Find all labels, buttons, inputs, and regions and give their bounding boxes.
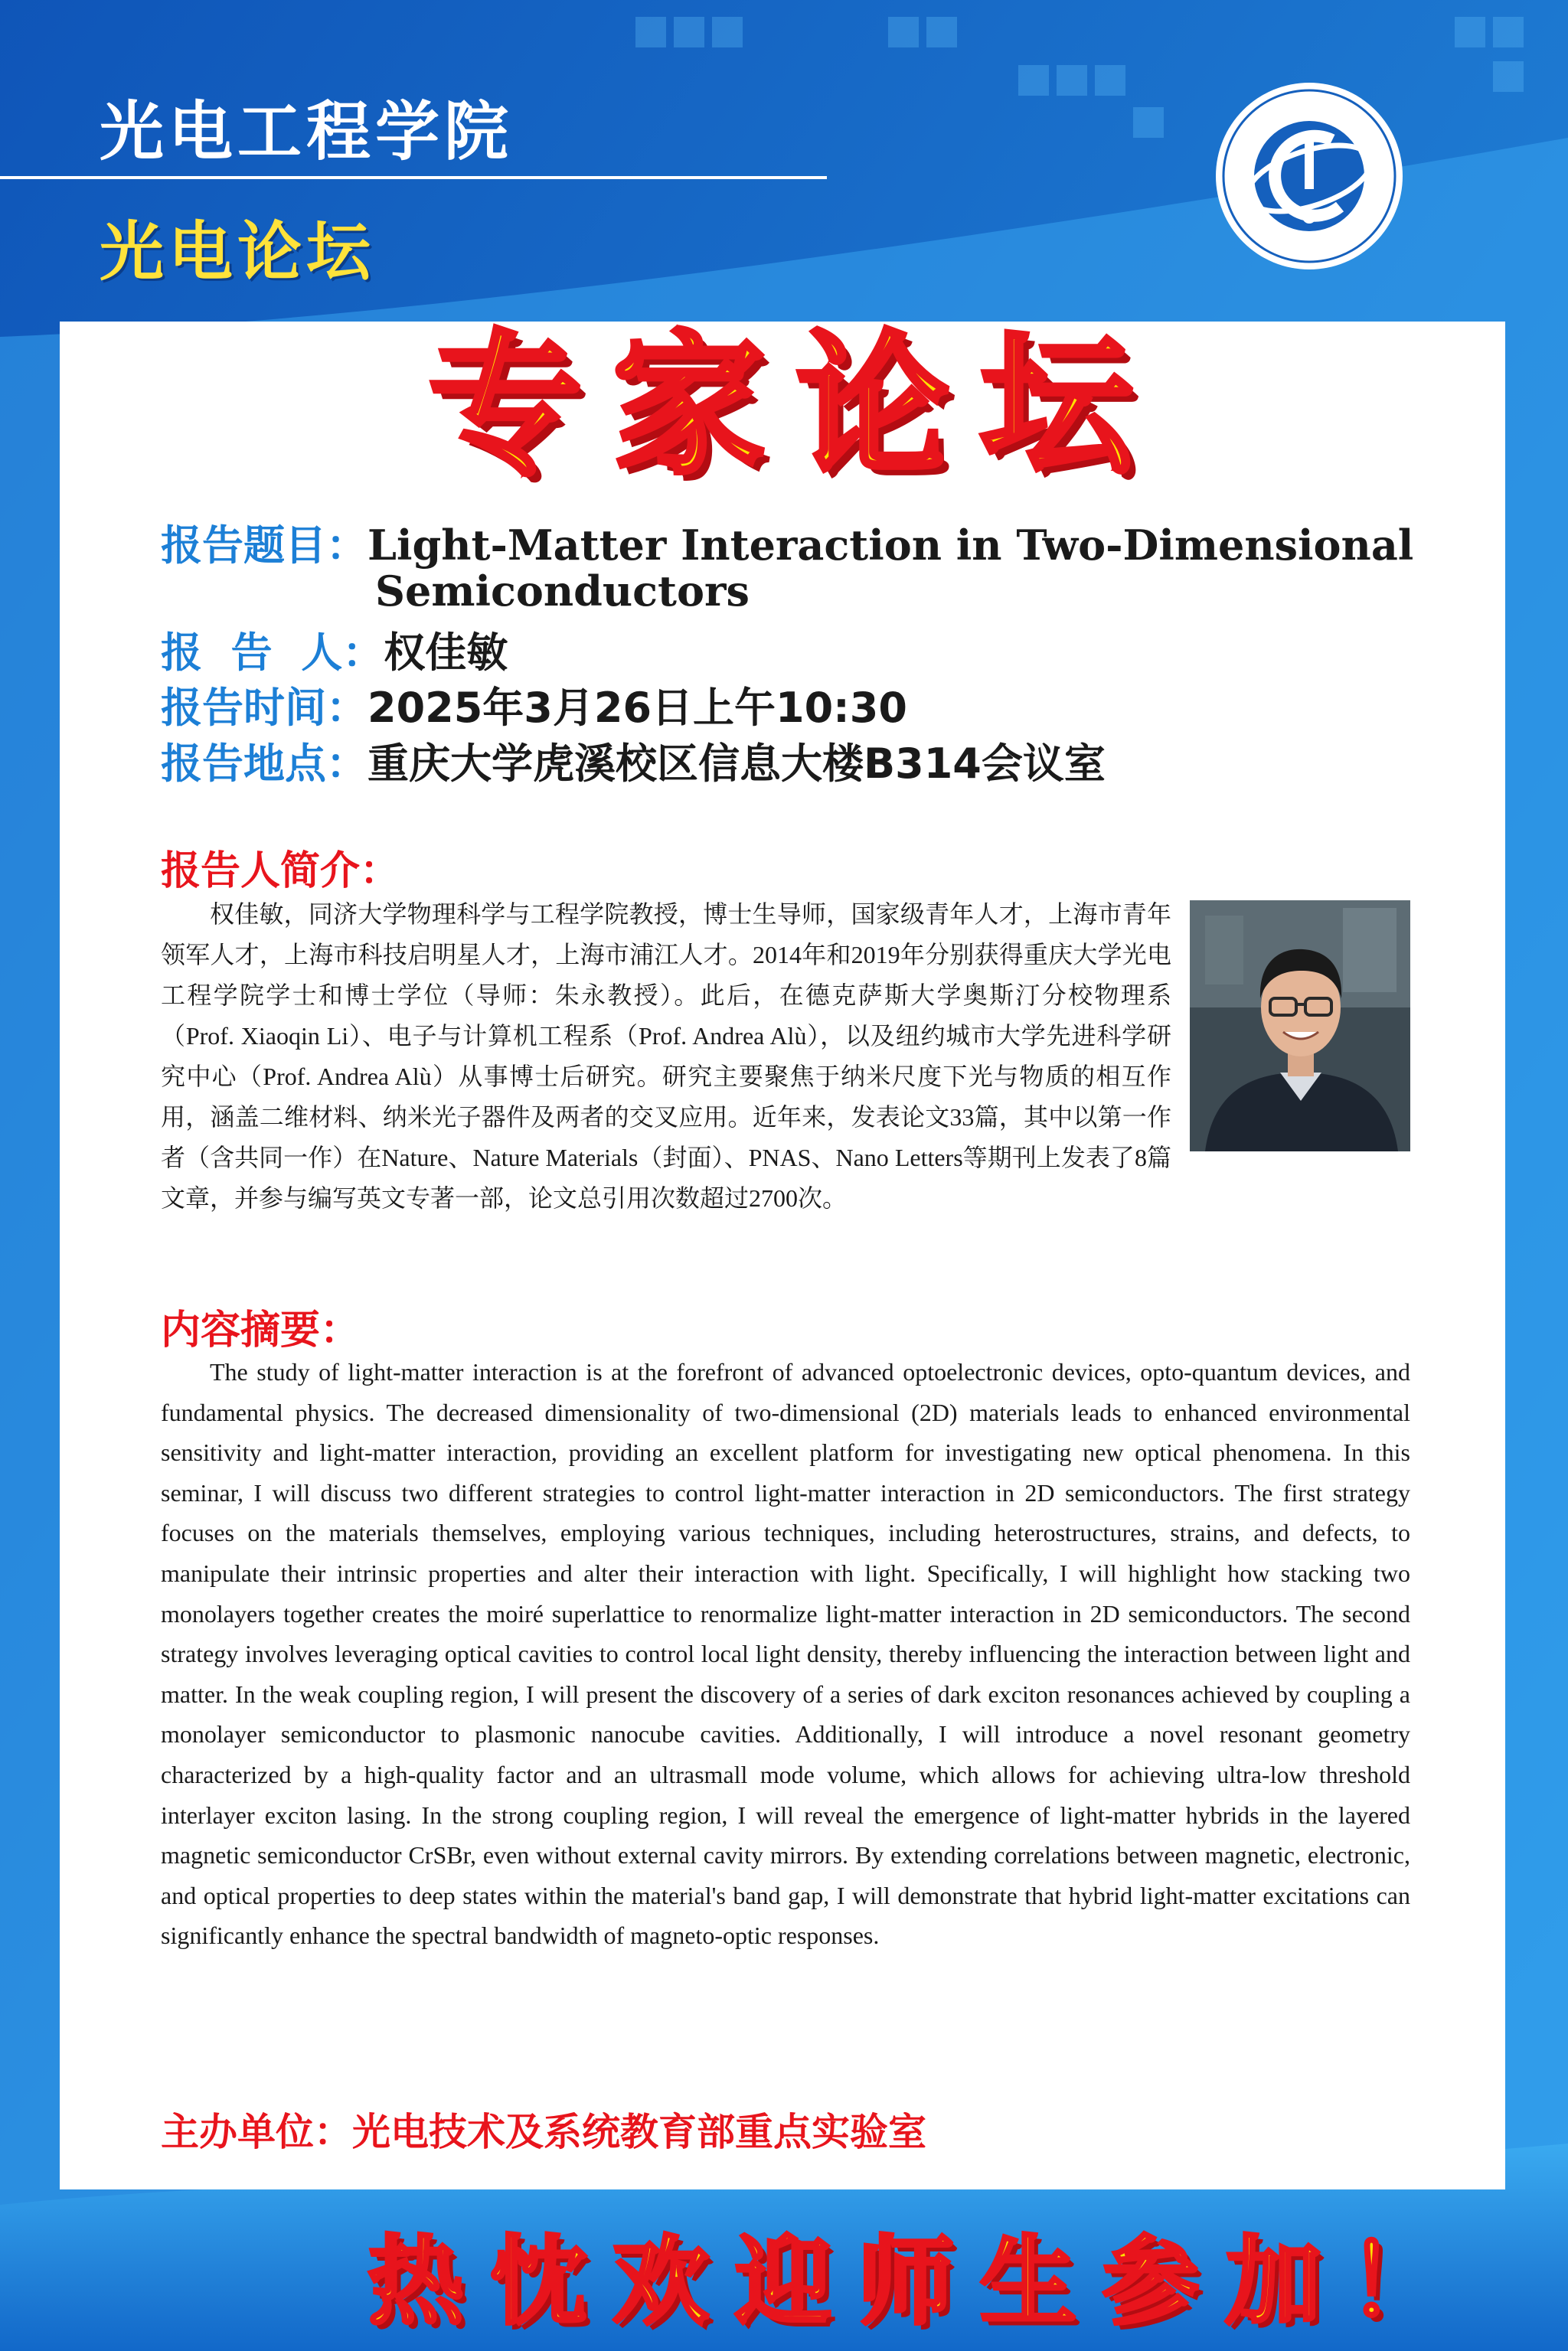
abstract-heading: 内容摘要：	[161, 1308, 361, 1353]
speaker-label: 报 告 人：	[161, 629, 384, 677]
college-logo	[1214, 80, 1405, 272]
report-title-row	[161, 513, 1413, 572]
report-place: 重庆大学虎溪校区信息大楼B314会议室	[368, 740, 1106, 788]
report-title-label: 报告题目：	[161, 521, 368, 570]
organizer-row	[161, 2101, 926, 2157]
abstract-text: The study of light-matter interaction is at the forefront of advanced optoelectronic devices, opto-quantum devices, and fundamental physics. The decreased dimensionality of two-dimensional (2D) materials leads to enhanced environmental sensitivity and light-matter interaction, providing an excellent platform for investigating new optical phenomena. In this seminar, I will discuss two different strategies to control light-matter interaction in 2D semiconductors. The first strategy focuses on the materials themselves, employing various techniques, including heterostructures, strains, and defects, to manipulate their intrinsic properties and alter their interaction with light. Specifically, I will highlight how stacking two monolayers together creates the moiré superlattice to renormalize light-matter interaction in 2D semiconductors. The second strategy involves leveraging optical cavities to control local light density, thereby influencing the interaction between light and matter. In the weak coupling region, I will present the discovery of a series of dark exciton resonances achieved by coupling a monolayer semiconductor to plasmonic nanocube cavities. Additionally, I will introduce a novel resonant geometry characterized by a high-quality factor and an ultrasmall mode volume, which allows for achieving ultra-low threshold interlayer exciton lasing. In the strong coupling region, I will reveal the emergence of light-matter hybrids in the layered magnetic semiconductor CrSBr, even without external cavity mirrors. By extending correlations between magnetic, electronic, and optical properties to deep states within the material's band gap, I will demonstrate that hybrid light-matter excitations can significantly enhance the spectral bandwidth of magneto-optic responses.	[161, 1358, 1410, 1950]
speaker-row	[161, 620, 508, 679]
report-title-line1: Light-Matter Interaction in Two-Dimensional	[368, 521, 1414, 570]
organizer-label: 主办单位：	[161, 2110, 352, 2154]
time-label: 报告时间：	[161, 684, 368, 732]
college-name: 光电工程学院	[100, 94, 514, 169]
header-divider	[0, 176, 827, 179]
speaker-photo	[1190, 900, 1410, 1151]
report-time: 2025年3月26日上午10:30	[368, 684, 907, 732]
main-title: 专家论坛	[429, 315, 1165, 495]
report-title-continued	[375, 567, 750, 616]
bio-heading: 报告人简介：	[161, 848, 400, 894]
bio-text: 权佳敏，同济大学物理科学与工程学院教授，博士生导师，国家级青年人才，上海市青年领军人才，上海市科技启明星人才，上海市浦江人才。2014年和2019年分别获得重庆大学光电工程学院学士和博士学位（导师：朱永教授）。此后，在德克萨斯大学奥斯汀分校物理系（Prof. Xiaoqin Li）、电子与计算机工程系（Prof. Andrea Alù），以及纽约城市大学先进科学研究中心（Prof. Andrea Alù）从事博士后研究。研究主要聚焦于纳米尺度下光与物质的相互作用，涵盖二维材料、纳米光子器件及两者的交叉应用。近年来，发表论文33篇，其中以第一作者（含共同一作）在Nature、Nature Materials（封面）、PNAS、Nano Letters等期刊上发表了8篇文章，并参与编写英文专著一部，论文总引用次数超过2700次。	[161, 900, 1171, 1212]
forum-label: 光电论坛	[100, 214, 376, 289]
speaker-name: 权佳敏	[384, 629, 508, 677]
bio-section	[161, 894, 1410, 1219]
organizer-name: 光电技术及系统教育部重点实验室	[352, 2110, 926, 2154]
report-title-line2: Semiconductors	[375, 567, 750, 616]
welcome-banner: 热忱欢迎师生参加！	[368, 2225, 1470, 2338]
time-row	[161, 675, 907, 734]
place-label: 报告地点：	[161, 740, 368, 788]
place-row	[161, 731, 1106, 790]
